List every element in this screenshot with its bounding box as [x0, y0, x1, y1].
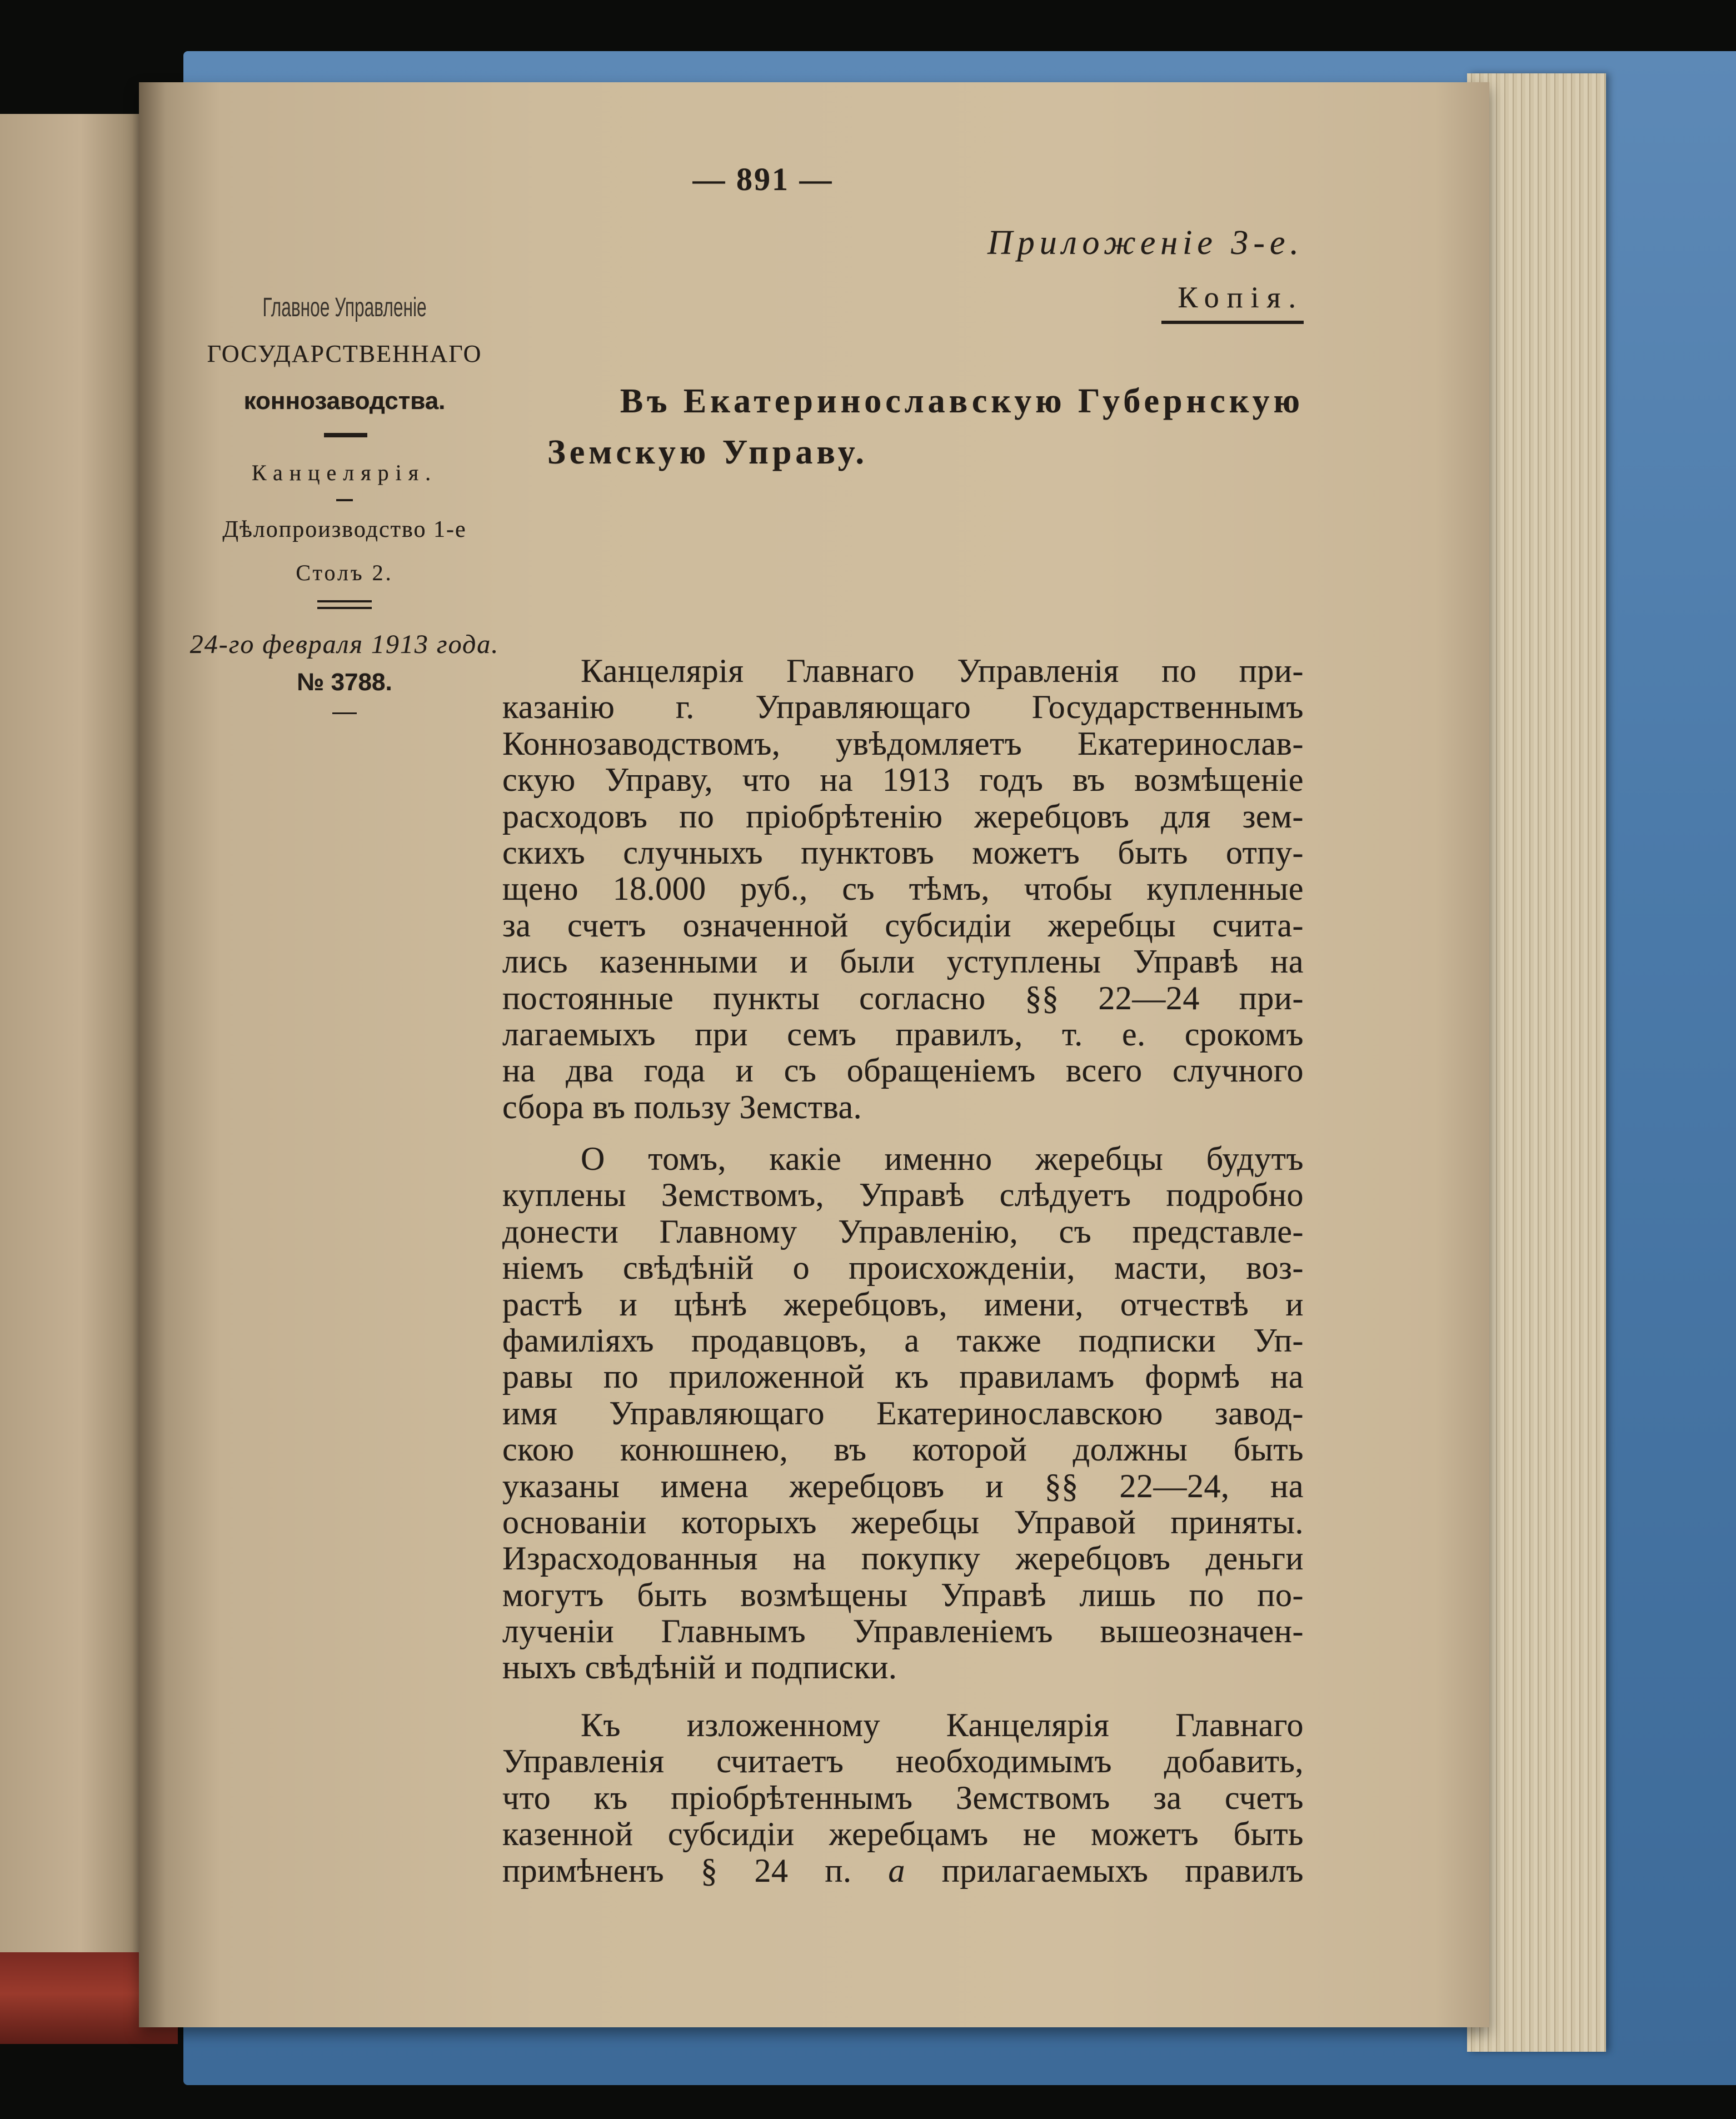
- sender-office: Канцелярія.: [251, 460, 438, 485]
- body-paragraph-2: [502, 1141, 1304, 1686]
- letter-number: № 3788.: [297, 669, 392, 696]
- sender-desk: Столъ 2.: [296, 560, 393, 585]
- text-line: расходовъ по пріобрѣтенію жеребцовъ для зем-: [502, 798, 1304, 835]
- text-line: Канцелярія Главнаго Управленія по при-: [581, 653, 1304, 689]
- text-line: скую Управу, что на 1913 годъ въ возмѣщеніе: [502, 762, 1304, 799]
- sender-authority-line-3: коннозаводства.: [243, 387, 446, 415]
- text-line: скихъ случныхъ пунктовъ можетъ быть отпу-: [502, 834, 1304, 871]
- text-line: на два года и съ обращеніемъ всего случного: [502, 1053, 1304, 1089]
- copy-label: Копія.: [1178, 281, 1304, 314]
- addressee-line-1: Въ Екатеринославскую Губернскую: [620, 382, 1304, 420]
- text-line: скою конюшнею, въ которой должны быть: [502, 1432, 1304, 1468]
- text-line: растѣ и цѣнѣ жеребцовъ, имени, отчествѣ и: [502, 1286, 1304, 1323]
- text-line: донести Главному Управленію, съ представле-: [502, 1213, 1304, 1250]
- addressee-line-2: Земскую Управу.: [547, 433, 868, 471]
- double-rule-bottom: [317, 607, 372, 609]
- text-line: указаны имена жеребцовъ и §§ 22—24, на: [502, 1468, 1304, 1504]
- text-line: равы по приложенной къ правиламъ формѣ на: [502, 1359, 1304, 1395]
- text-line: Израсходованныя на покупку жеребцовъ деньги: [502, 1540, 1304, 1577]
- divider-dash: [332, 712, 357, 714]
- text-line: что къ пріобрѣтеннымъ Земствомъ за счетъ: [502, 1779, 1304, 1816]
- text-line: щено 18.000 руб., съ тѣмъ, чтобы купленные: [502, 871, 1304, 908]
- appendix-label: Приложеніе 3-е.: [987, 224, 1304, 262]
- divider-dash: [336, 499, 353, 501]
- sender-authority-line-2: ГОСУДАРСТВЕННАГО: [207, 340, 482, 367]
- double-rule-top: [317, 600, 372, 602]
- italic-letter: а: [888, 1852, 905, 1889]
- sender-department: Дѣлопроизводство 1-е: [222, 517, 467, 542]
- letter-date: 24-го февраля 1913 года.: [189, 630, 500, 659]
- text-line: сбора въ пользу Земства.: [502, 1089, 862, 1125]
- text-line: основаніи которыхъ жеребцы Управой приняты.: [502, 1504, 1304, 1540]
- text-line: ныхъ свѣдѣній и подписки.: [502, 1649, 897, 1686]
- body-paragraph-1: [502, 653, 1304, 1125]
- text-line: лись казенными и были уступлены Управѣ на: [502, 944, 1304, 980]
- text-line: куплены Земствомъ, Управѣ слѣдуетъ подробно: [502, 1177, 1304, 1214]
- body-paragraph-3: [502, 1707, 1304, 1889]
- text-span: примѣненъ § 24 п.: [502, 1852, 852, 1889]
- text-line: постоянные пункты согласно §§ 22—24 при-: [502, 980, 1304, 1016]
- text-line: казенной субсидіи жеребцамъ не можетъ быть: [502, 1816, 1304, 1853]
- text-line: лагаемыхъ при семъ правилъ, т. е. срокомъ: [502, 1016, 1304, 1053]
- copy-underline: [1161, 321, 1304, 324]
- text-line: Коннозаводствомъ, увѣдомляетъ Екатеринослав-: [502, 725, 1304, 762]
- text-line: [502, 1853, 1304, 1889]
- facing-page: [0, 114, 161, 1952]
- text-line: казанію г. Управляющаго Государственнымъ: [502, 689, 1304, 726]
- text-line: ніемъ свѣдѣній о происхожденіи, масти, воз-: [502, 1250, 1304, 1287]
- text-line: имя Управляющаго Екатеринославскою завод-: [502, 1395, 1304, 1432]
- page-number: — 891 —: [692, 161, 834, 197]
- text-span: прилагаемыхъ правилъ: [941, 1852, 1304, 1889]
- text-line: лученіи Главнымъ Управленіемъ вышеозначен-: [502, 1613, 1304, 1650]
- text-line: фамиліяхъ продавцовъ, а также подписки Уп-: [502, 1322, 1304, 1359]
- text-line: за счетъ означенной субсидіи жеребцы счита-: [502, 907, 1304, 944]
- text-line: Управленія считаетъ необходимымъ добавить,: [502, 1743, 1304, 1780]
- text-line: могутъ быть возмѣщены Управѣ лишь по по-: [502, 1577, 1304, 1613]
- text-line: О томъ, какіе именно жеребцы будутъ: [581, 1141, 1304, 1177]
- text-line: Къ изложенному Канцелярія Главнаго: [581, 1707, 1304, 1743]
- sender-authority-line-1: Главное Управленіе: [262, 293, 427, 322]
- divider-rule: [324, 433, 367, 437]
